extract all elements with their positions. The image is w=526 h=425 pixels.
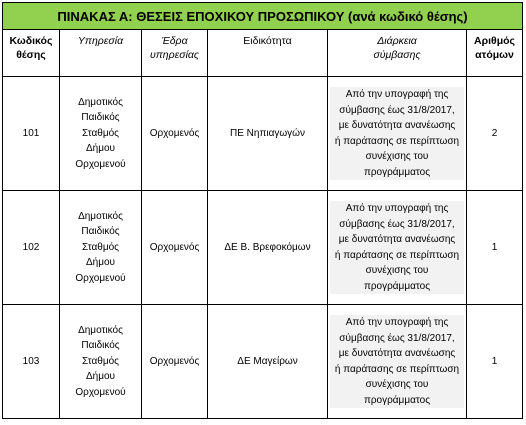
header-specialty (208, 30, 328, 77)
service-line: Παιδικός (81, 112, 120, 124)
cell-seat: Ορχομενός (142, 305, 208, 419)
header-code-line: Κωδικός (9, 35, 53, 47)
cell-seat: Ορχομενός (142, 191, 208, 305)
cell-count: 2 (467, 77, 523, 191)
header-seat-line: Έδρα (161, 35, 188, 47)
cell-duration (328, 191, 467, 305)
duration-line: ή παράτασης σε περίπτωση (330, 134, 464, 150)
service-line: Δημοτικός (78, 210, 123, 222)
service-line: Δήμου (85, 371, 116, 383)
service-line: Δημοτικός (78, 324, 123, 336)
service-line: Δήμου (85, 143, 116, 155)
service-line: Παιδικός (81, 226, 120, 238)
header-specialty-line: Ειδικότητα (243, 35, 292, 47)
duration-line: σύμβασης έως 31/8/2017, (330, 217, 464, 233)
service-line: Ορχομενού (75, 158, 126, 170)
duration-line: ή παράτασης σε περίπτωση (330, 248, 464, 264)
table-row (3, 305, 523, 419)
cell-count: 1 (467, 191, 523, 305)
duration-line: ή παράτασης σε περίπτωση (330, 362, 464, 378)
cell-specialty: ΔΕ Μαγείρων (208, 305, 328, 419)
header-duration-line: Διάρκεια (377, 35, 417, 47)
duration-line: με δυνατότητα ανανέωσης (330, 118, 464, 134)
duration-line: προγράμματος (330, 165, 464, 181)
duration-line: συνέχισης του (330, 149, 464, 165)
header-code (3, 30, 60, 77)
duration-line: σύμβασης έως 31/8/2017, (330, 331, 464, 347)
cell-specialty: ΠΕ Νηπιαγωγών (208, 77, 328, 191)
service-line: Δημοτικός (78, 96, 123, 108)
duration-line: συνέχισης του (330, 377, 464, 393)
header-count (467, 30, 523, 77)
duration-line: συνέχισης του (330, 263, 464, 279)
header-service-line: Υπηρεσία (77, 35, 124, 47)
cell-duration (328, 305, 467, 419)
duration-line: Από την υπογραφή της (330, 201, 464, 217)
cell-specialty: ΔΕ Β. Βρεφοκόμων (208, 191, 328, 305)
header-service (60, 30, 142, 77)
service-line: Ορχομενού (75, 272, 126, 284)
duration-line: Από την υπογραφή της (330, 315, 464, 331)
service-line: Σταθμός (82, 355, 119, 367)
header-count-line: Αριθμός (474, 35, 516, 47)
duration-line: Από την υπογραφή της (330, 87, 464, 103)
service-line: Σταθμός (82, 127, 119, 139)
cell-service (60, 191, 142, 305)
cell-seat: Ορχομενός (142, 77, 208, 191)
positions-table-container (2, 2, 523, 419)
header-duration-line: σύμβασης (373, 49, 421, 61)
positions-table (2, 2, 523, 419)
cell-code: 103 (3, 305, 60, 419)
cell-duration (328, 77, 467, 191)
header-seat (142, 30, 208, 77)
table-row (3, 191, 523, 305)
duration-line: με δυνατότητα ανανέωσης (330, 232, 464, 248)
header-seat-line: υπηρεσίας (149, 49, 200, 61)
cell-count: 1 (467, 305, 523, 419)
header-duration (328, 30, 467, 77)
cell-service (60, 305, 142, 419)
header-code-line: θέσης (16, 49, 46, 61)
table-title: ΠΙΝΑΚΑΣ Α: ΘΕΣΕΙΣ ΕΠΟΧΙΚΟΥ ΠΡΟΣΩΠΙΚΟΥ (ανά κωδικό θέσης) (3, 3, 523, 30)
duration-line: με δυνατότητα ανανέωσης (330, 346, 464, 362)
service-line: Ορχομενού (75, 386, 126, 398)
cell-code: 101 (3, 77, 60, 191)
duration-line: προγράμματος (330, 279, 464, 295)
cell-service (60, 77, 142, 191)
header-count-line: ατόμων (475, 49, 514, 61)
table-row (3, 77, 523, 191)
duration-line: προγράμματος (330, 393, 464, 409)
service-line: Δήμου (85, 257, 116, 269)
header-row (3, 30, 523, 77)
service-line: Παιδικός (81, 340, 120, 352)
cell-code: 102 (3, 191, 60, 305)
duration-line: σύμβασης έως 31/8/2017, (330, 103, 464, 119)
service-line: Σταθμός (82, 241, 119, 253)
